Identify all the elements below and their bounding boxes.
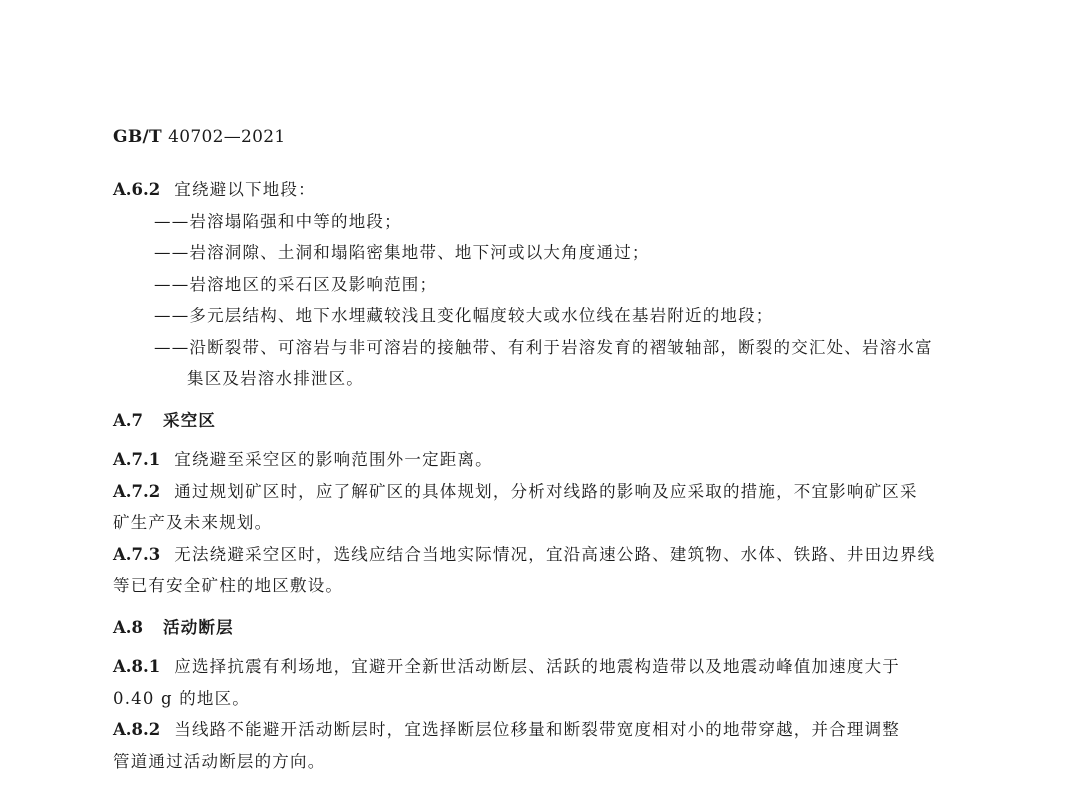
standard-prefix: GB/T (113, 127, 162, 147)
section-heading-a-8 (113, 612, 955, 644)
clause-a-7-3 (113, 539, 955, 571)
list-item: ——岩溶洞隙、土洞和塌陷密集地带、地下河或以大角度通过； (154, 243, 650, 262)
section-number: A.7 (113, 410, 144, 430)
clause-text: 通过规划矿区时，应了解矿区的具体规划，分析对线路的影响及应采取的措施，不宜影响矿区采 (174, 481, 918, 501)
document-body (113, 174, 955, 777)
clause-text: 无法绕避采空区时，选线应结合当地实际情况，宜沿高速公路、建筑物、水体、铁路、井田边界线 (174, 544, 936, 564)
clause-number: A.8.1 (113, 657, 161, 676)
clause-a-7-1 (113, 444, 955, 476)
list-item: ——岩溶塌陷强和中等的地段； (154, 211, 402, 231)
section-number: A.8 (113, 617, 144, 637)
clause-number: A.8.2 (113, 720, 161, 739)
clause-a-8-2 (113, 714, 955, 746)
list-item-continuation: 集区及岩溶水排泄区。 (187, 369, 364, 388)
clause-text: 应选择抗震有利场地，宜避开全新世活动断层、活跃的地震构造带以及地震动峰值加速度大于 (174, 657, 900, 676)
list-item: ——多元层结构、地下水埋藏较浅且变化幅度较大或水位线在基岩附近的地段； (154, 306, 774, 325)
list-item: ——沿断裂带、可溶岩与非可溶岩的接触带、有利于岩溶发育的褶皱轴部，断裂的交汇处、岩溶水富 (154, 337, 933, 357)
clause-text: 宜绕避以下地段： (174, 180, 316, 199)
clause-number: A.7.2 (113, 481, 161, 501)
clause-number: A.7.3 (113, 544, 161, 564)
clause-continuation: 矿生产及未来规划。 (113, 513, 273, 532)
section-heading-a-7 (113, 405, 955, 437)
clause-text: 当线路不能避开活动断层时，宜选择断层位移量和断裂带宽度相对小的地带穿越，并合理调整 (174, 720, 900, 739)
clause-a-6-2 (113, 174, 955, 206)
standard-number: 40702—2021 (168, 127, 286, 147)
clause-continuation: 等已有安全矿柱的地区敷设。 (113, 576, 344, 595)
clause-text: 宜绕避至采空区的影响范围外一定距离。 (174, 450, 493, 469)
list-item: ——岩溶地区的采石区及影响范围； (154, 274, 438, 294)
section-title: 采空区 (163, 410, 217, 430)
clause-continuation: 管道通过活动断层的方向。 (113, 751, 326, 771)
clause-continuation: 0.40 g 的地区。 (113, 688, 250, 708)
clause-number: A.6.2 (113, 180, 161, 199)
clause-number: A.7.1 (113, 450, 161, 469)
standard-code (113, 127, 286, 147)
clause-a-8-1 (113, 651, 955, 683)
clause-a-7-2 (113, 476, 955, 508)
section-title: 活动断层 (163, 617, 234, 637)
